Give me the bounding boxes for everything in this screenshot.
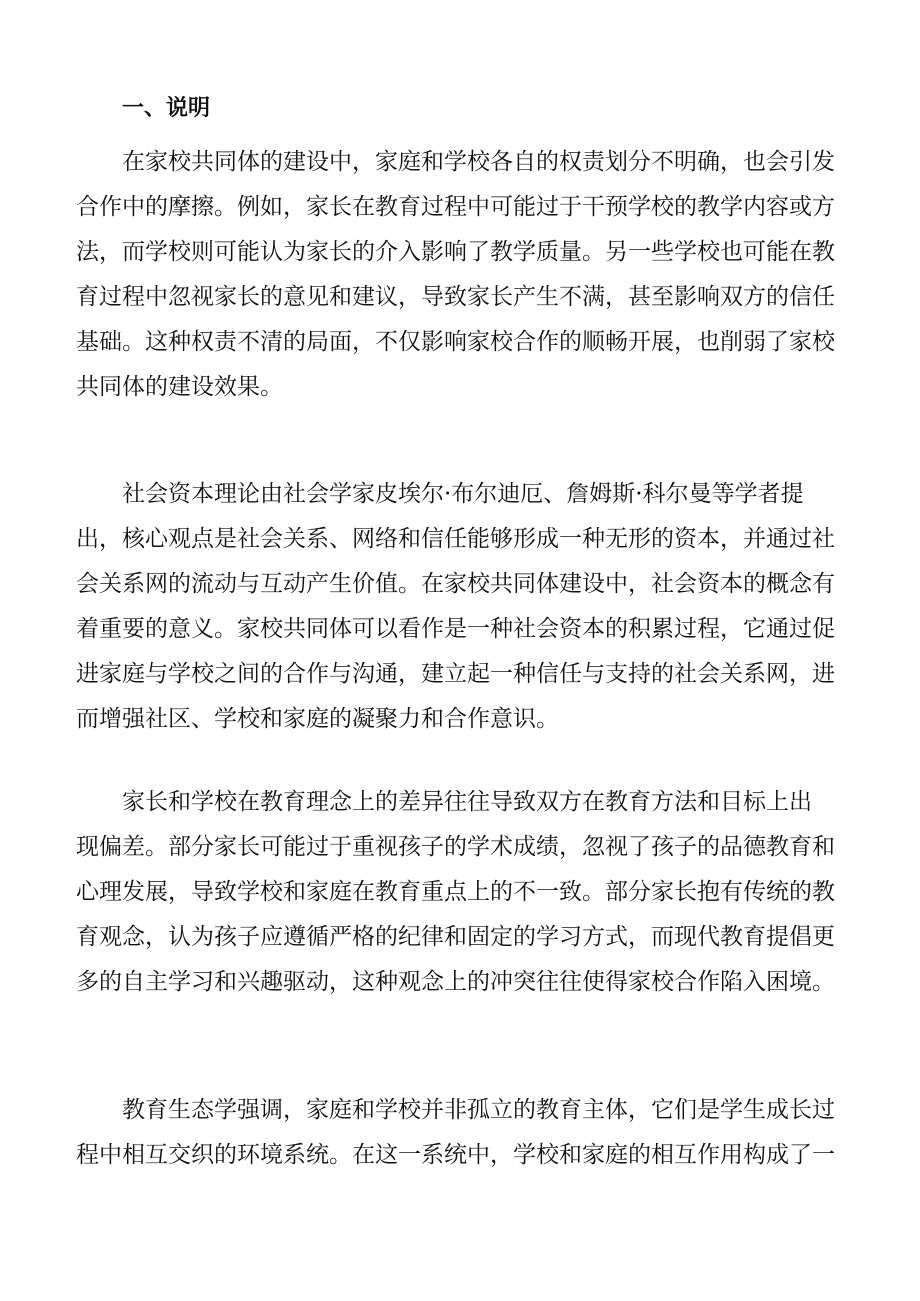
paragraph-line: 在家校共同体的建设中，家庭和学校各自的权责划分不明确，也会引发 (122, 149, 835, 175)
paragraph-line: 基础。这种权责不清的局面，不仅影响家校合作的顺畅开展，也削弱了家校 (76, 329, 835, 355)
paragraph-line: 法，而学校则可能认为家长的介入影响了教学质量。另一些学校也可能在教 (76, 239, 835, 265)
paragraph-line: 合作中的摩擦。例如，家长在教育过程中可能过于干预学校的教学内容或方 (76, 194, 835, 220)
paragraph-line: 育观念，认为孩子应遵循严格的纪律和固定的学习方式，而现代教育提倡更 (76, 924, 835, 950)
paragraph-rights-responsibilities (76, 140, 856, 410)
paragraph-line: 共同体的建设效果。 (76, 374, 283, 400)
paragraph-line: 程中相互交织的环境系统。在这一系统中，学校和家庭的相互作用构成了一 (76, 1142, 835, 1168)
paragraph-education-ecology (76, 1088, 856, 1178)
paragraph-education-concepts (76, 780, 856, 1005)
paragraph-line: 多的自主学习和兴趣驱动，这种观念上的冲突往往使得家校合作陷入困境。 (76, 969, 835, 995)
paragraph-line: 进家庭与学校之间的合作与沟通，建立起一种信任与支持的社会关系网，进 (76, 661, 835, 687)
paragraph-line: 而增强社区、学校和家庭的凝聚力和合作意识。 (76, 706, 559, 732)
paragraph-line: 社会资本理论由社会学家皮埃尔·布尔迪厄、詹姆斯·科尔曼等学者提 (122, 481, 804, 507)
paragraph-line: 教育生态学强调，家庭和学校并非孤立的教育主体，它们是学生成长过 (122, 1097, 835, 1123)
paragraph-line: 着重要的意义。家校共同体可以看作是一种社会资本的积累过程，它通过促 (76, 616, 835, 642)
paragraph-line: 心理发展，导致学校和家庭在教育重点上的不一致。部分家长抱有传统的教 (76, 879, 835, 905)
paragraph-line: 育过程中忽视家长的意见和建议，导致家长产生不满，甚至影响双方的信任 (76, 284, 835, 310)
paragraph-line: 家长和学校在教育理念上的差异往往导致双方在教育方法和目标上出 (122, 789, 812, 815)
paragraph-line: 现偏差。部分家长可能过于重视孩子的学术成绩，忽视了孩子的品德教育和 (76, 834, 835, 860)
paragraph-line: 出，核心观点是社会关系、网络和信任能够形成一种无形的资本，并通过社 (76, 526, 835, 552)
section-heading: 一、说明 (122, 95, 211, 121)
paragraph-social-capital (76, 472, 856, 742)
paragraph-line: 会关系网的流动与互动产生价值。在家校共同体建设中，社会资本的概念有 (76, 571, 835, 597)
